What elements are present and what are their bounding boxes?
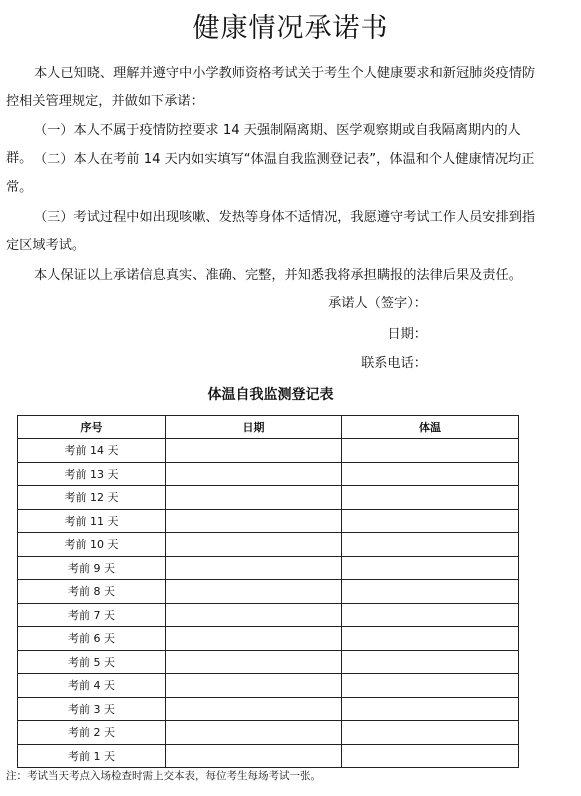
date-cell[interactable] [166,556,342,580]
table-row [18,580,519,604]
table-row [18,509,519,533]
date-cell[interactable] [166,721,342,745]
row-label: 考前 14 天 [18,439,166,463]
row-label: 考前 9 天 [18,556,166,580]
date-cell[interactable] [166,580,342,604]
commitment-item-3: （三）考试过程中如出现咳嗽、发热等身体不适情况，我愿遵守考试工作人员安排到指定区域考试。 [6,210,536,253]
temperature-cell[interactable] [342,533,519,557]
date-cell[interactable] [166,697,342,721]
table-title: 体温自我监测登记表 [207,387,334,403]
date-cell[interactable] [166,486,342,510]
temperature-cell[interactable] [342,650,519,674]
row-label: 考前 12 天 [18,486,166,510]
row-label: 考前 3 天 [18,697,166,721]
temperature-cell[interactable] [342,580,519,604]
date-cell[interactable] [166,439,342,463]
header-temperature: 体温 [342,416,519,439]
document-title: 健康情况承诺书 [192,13,389,44]
intro-paragraph: 本人已知晓、理解并遵守中小学教师资格考试关于考生个人健康要求和新冠肺炎疫情防控相关管理规定，并做如下承诺： [6,66,536,109]
temperature-cell[interactable] [342,462,519,486]
date-cell[interactable] [166,650,342,674]
table-row [18,486,519,510]
temperature-log-table [17,415,519,768]
date-cell[interactable] [166,744,342,768]
row-label: 考前 13 天 [18,462,166,486]
date-cell[interactable] [166,627,342,651]
row-label: 考前 2 天 [18,721,166,745]
temperature-cell[interactable] [342,721,519,745]
table-row [18,697,519,721]
commitment-item-1: （一）本人不属于疫情防控要求 14 天强制隔离期、医学观察期或自我隔离期内的人群。 [6,123,521,166]
date-cell[interactable] [166,462,342,486]
header-seq: 序号 [18,416,166,439]
row-label: 考前 11 天 [18,509,166,533]
temperature-cell[interactable] [342,439,519,463]
date-cell[interactable] [166,533,342,557]
temperature-cell[interactable] [342,744,519,768]
temperature-cell[interactable] [342,603,519,627]
temperature-cell[interactable] [342,674,519,698]
table-row [18,462,519,486]
closing-paragraph: 本人保证以上承诺信息真实、准确、完整，并知悉我将承担瞒报的法律后果及责任。 [34,268,522,283]
temperature-cell[interactable] [342,486,519,510]
header-date: 日期 [166,416,342,439]
date-cell[interactable] [166,603,342,627]
row-label: 考前 7 天 [18,603,166,627]
date-cell[interactable] [166,509,342,533]
phone-label: 联系电话： [361,356,427,371]
signer-label: 承诺人（签字）： [328,296,427,311]
table-row [18,650,519,674]
table-row [18,556,519,580]
table-row [18,744,519,768]
date-cell[interactable] [166,674,342,698]
table-row [18,603,519,627]
commitment-item-2: （二）本人在考前 14 天内如实填写“体温自我监测登记表”，体温和个人健康情况均正常。 [6,152,535,195]
temperature-cell[interactable] [342,509,519,533]
table-row [18,439,519,463]
footnote: 注：考试当天考点入场检查时需上交本表，每位考生每场考试一张。 [6,770,321,782]
table-row [18,627,519,651]
temperature-cell[interactable] [342,627,519,651]
row-label: 考前 6 天 [18,627,166,651]
row-label: 考前 4 天 [18,674,166,698]
row-label: 考前 10 天 [18,533,166,557]
row-label: 考前 1 天 [18,744,166,768]
row-label: 考前 5 天 [18,650,166,674]
table-row [18,721,519,745]
table-row [18,533,519,557]
row-label: 考前 8 天 [18,580,166,604]
temperature-cell[interactable] [342,697,519,721]
temperature-cell[interactable] [342,556,519,580]
table-header-row [18,416,519,439]
table-row [18,674,519,698]
date-label: 日期： [387,327,427,342]
